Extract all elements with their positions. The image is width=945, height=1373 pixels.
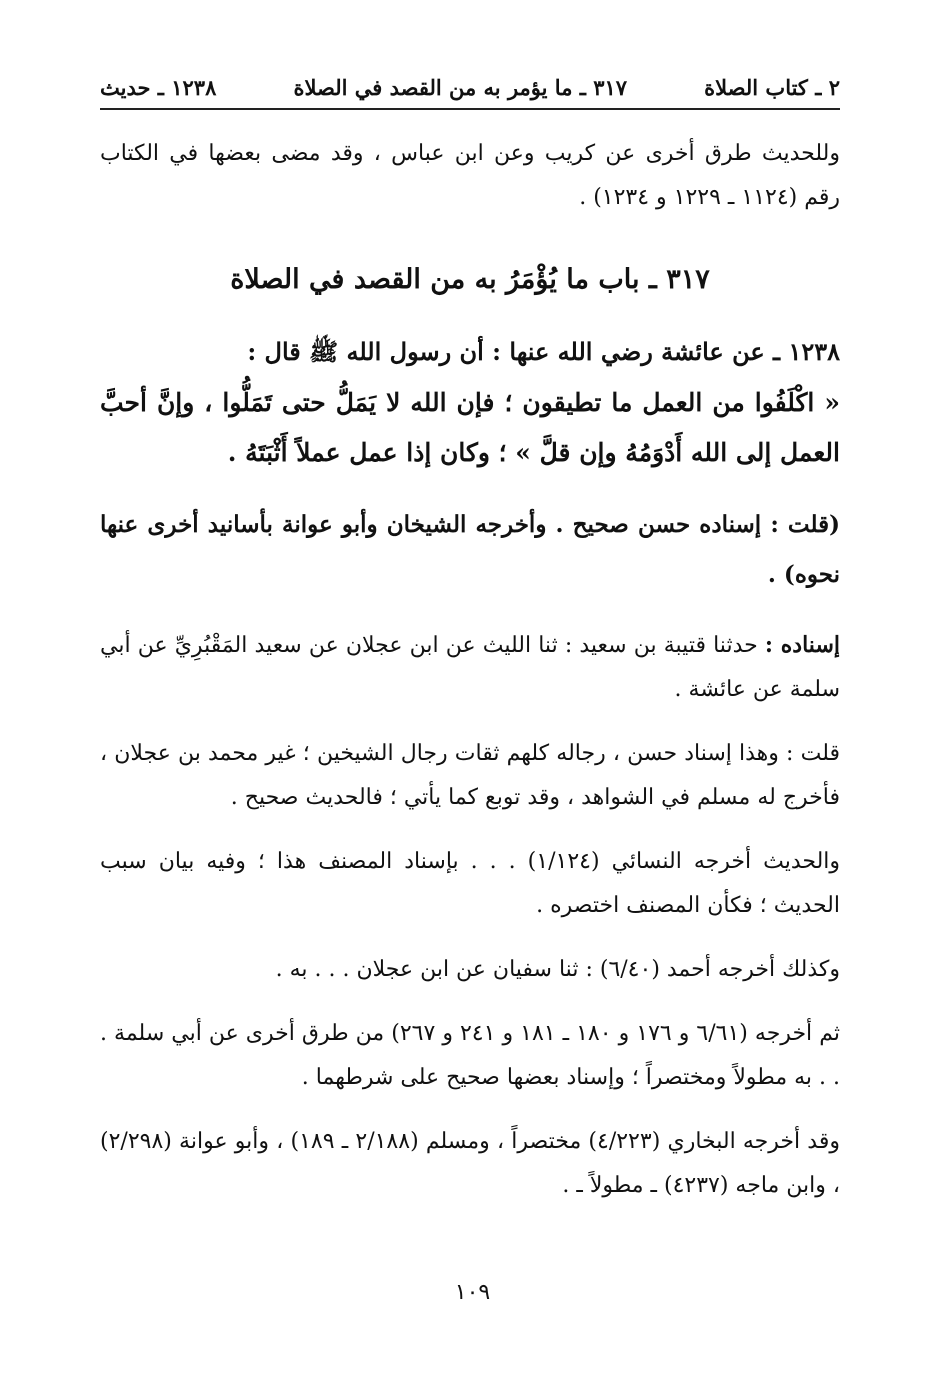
page-number: ١٠٩ (454, 1280, 491, 1305)
isnad-text: حدثنا قتيبة بن سعيد : ثنا الليث عن ابن عجلان عن سعيد المَقْبُرِيِّ عن أبي سلمة عن عائشة . (100, 633, 840, 702)
header-chapter: ٣١٧ ـ ما يؤمر به من القصد في الصلاة (293, 75, 628, 100)
hadith-text: « اكْلَفُوا من العمل ما تطيقون ؛ فإن الله لا يَمَلُّ حتى تَمَلُّوا ، وإنَّ أحبَّ العمل إلى الله أَدْوَمُهُ وإن قلَّ » ؛ وكان إذا عمل عملاً أَثْبَتَهُ . (100, 388, 840, 467)
running-header (100, 70, 840, 110)
isnad-paragraph (100, 623, 840, 712)
commentary-paragraph: وكذلك أخرجه أحمد (٦/٤٠) : ثنا سفيان عن ابن عجلان . . . به . (275, 957, 840, 982)
commentary-paragraph: ثم أخرجه (٦/٦١ و ١٧٦ و ١٨٠ ـ ١٨١ و ٢٤١ و ٢٦٧) من طرق أخرى عن أبي سلمة . . . به مطولاً ومختصراً ؛ وإسناد بعضها صحيح على شرطهما . (100, 1021, 840, 1090)
commentary-paragraph: والحديث أخرجه النسائي (١/١٢٤) . . . بإسناد المصنف هذا ؛ وفيه بيان سبب الحديث ؛ فكأن المصنف اختصره . (100, 849, 841, 918)
commentary-paragraph: قلت : وهذا إسناد حسن ، رجاله كلهم ثقات رجال الشيخين ؛ غير محمد بن عجلان ، فأخرج له مسلم في الشواهد ، وقد توبع كما يأتي ؛ فالحديث صحيح . (100, 741, 840, 810)
hadith-heading: ١٢٣٨ ـ عن عائشة رضي الله عنها : أن رسول الله ﷺ قال : (247, 337, 840, 366)
chapter-title: ٣١٧ ـ باب ما يُؤْمَرُ به من القصد في الصلاة (230, 264, 710, 295)
intro-paragraph: وللحديث طرق أخرى عن كريب وعن ابن عباس ، وقد مضى بعضها في الكتاب رقم (١١٢٤ ـ ١٢٢٩ و ١٢٣٤) . (100, 141, 840, 210)
header-book: ٢ ـ كتاب الصلاة (704, 75, 840, 100)
grading-note: (قلت : إسناده حسن صحيح . وأخرجه الشيخان وأبو عوانة بأسانيد أخرى عنها نحوه) . (100, 511, 840, 588)
isnad-label: إسناده : (764, 632, 840, 658)
header-hadith: ١٢٣٨ ـ حديث (100, 75, 217, 100)
commentary-paragraph: وقد أخرجه البخاري (٤/٢٢٣) مختصراً ، ومسلم (٢/١٨٨ ـ ١٨٩) ، وأبو عوانة (٢/٢٩٨) ، وابن ماجه (٤٢٣٧) ـ مطولاً ـ . (100, 1129, 840, 1198)
page-body (100, 70, 840, 1208)
